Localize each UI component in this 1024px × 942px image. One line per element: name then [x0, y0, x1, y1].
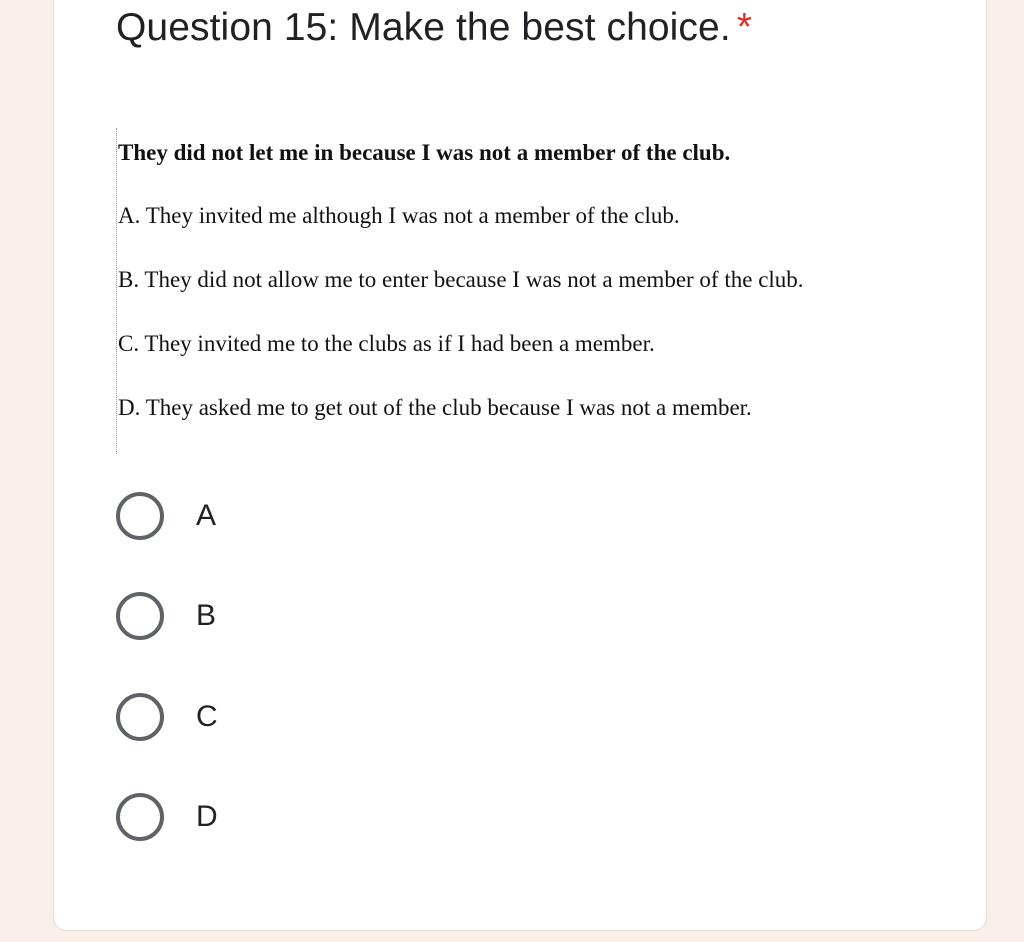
- choice-label-b: B: [196, 599, 217, 632]
- choice-label-c: C: [196, 700, 218, 733]
- choice-a[interactable]: [116, 491, 416, 541]
- option-text-d: D. They asked me to get out of the club because I was not a member.: [118, 395, 752, 420]
- required-asterisk: *: [736, 6, 753, 49]
- option-text-c: C. They invited me to the clubs as if I had been a member.: [118, 331, 655, 356]
- option-text-b: B. They did not allow me to enter because I was not a member of the club.: [118, 267, 804, 292]
- radio-button-c[interactable]: [116, 693, 164, 741]
- choice-b[interactable]: [116, 591, 416, 641]
- radio-button-d[interactable]: [116, 793, 164, 841]
- question-title-text: Question 15: Make the best choice.: [116, 6, 731, 49]
- option-text-a: A. They invited me although I was not a member of the club.: [118, 203, 680, 228]
- choice-d[interactable]: [116, 792, 416, 842]
- question-image: [116, 128, 916, 454]
- question-title: [116, 6, 752, 50]
- choice-label-d: D: [196, 800, 218, 833]
- question-stem: They did not let me in because I was not a member of the club.: [118, 140, 731, 165]
- radio-button-a[interactable]: [116, 492, 164, 540]
- choice-c[interactable]: [116, 692, 416, 742]
- choice-label-a: A: [196, 499, 217, 532]
- radio-button-b[interactable]: [116, 592, 164, 640]
- image-left-guide-line: [116, 128, 117, 454]
